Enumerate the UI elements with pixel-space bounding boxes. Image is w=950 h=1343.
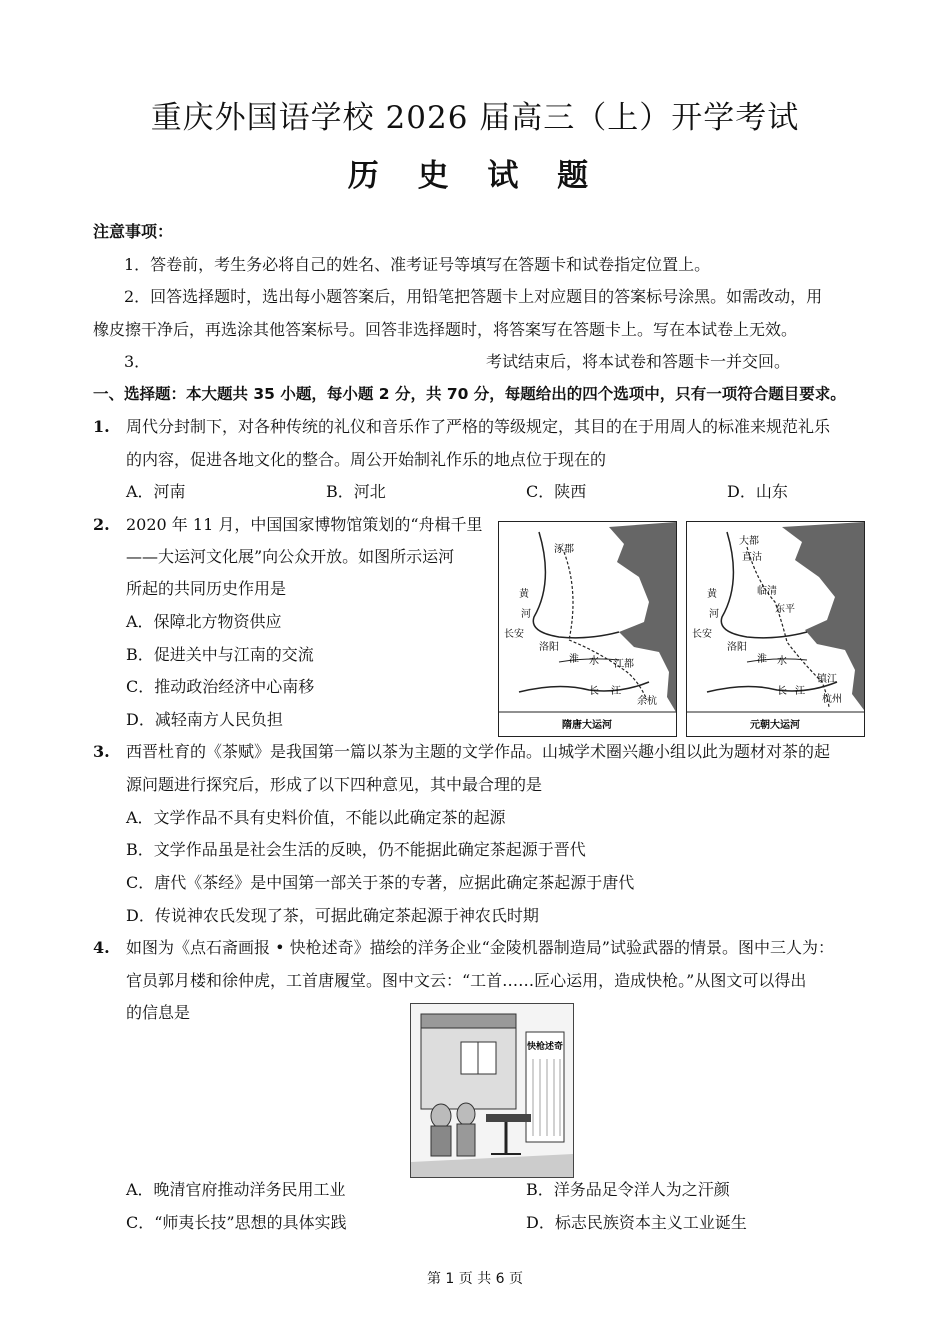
notice-item-3: 考试结束后，将本试卷和答题卡一并交回。 (486, 352, 791, 371)
label-changan: 长安 (504, 629, 524, 640)
q4-number: 4. (93, 938, 110, 957)
notice-item-1: 1．答卷前，考生务必将自己的姓名、准考证号等填写在答题卡和试卷指定位置上。 (124, 255, 711, 274)
label-zhenjiang: 镇江 (817, 674, 837, 685)
label-luoyang: 洛阳 (727, 642, 747, 653)
label-huai: 淮 (757, 654, 767, 665)
yellow-river-line (533, 532, 619, 638)
label-hangzhou: 杭州 (822, 694, 842, 705)
q2-number: 2. (93, 515, 110, 534)
gun-barrel (486, 1114, 531, 1122)
q2-option-a: A．保障北方物资供应 (126, 612, 282, 631)
label-dongping: 东平 (775, 604, 795, 615)
label-he: 河 (709, 609, 719, 620)
q3-option-d: D．传说神农氏发现了茶，可据此确定茶起源于神农氏时期 (126, 906, 539, 925)
building-roof (421, 1014, 516, 1028)
q1-number: 1. (93, 417, 110, 436)
q4-stem-2: 官员郭月楼和徐仲虎，工首唐履堂。图中文云：“工首……匠心运用，造成快枪。”从图文可以得出 (126, 971, 807, 990)
q4-stem-1: 如图为《点石斋画报 • 快枪述奇》描绘的洋务企业“金陵机器制造局”试验武器的情景。图中三人为： (126, 938, 834, 957)
q4-stem-3: 的信息是 (126, 1003, 191, 1022)
exam-title: 重庆外国语学校 2026 届高三（上）开学考试 (150, 100, 800, 136)
label-chang: 长 (589, 686, 599, 697)
q2-option-c: C．推动政治经济中心南移 (126, 677, 315, 696)
yellow-river-line (721, 532, 807, 638)
q2-option-d: D．减轻南方人民负担 (126, 710, 283, 729)
q3-option-a: A．文学作品不具有史料价值，不能以此确定茶的起源 (126, 808, 506, 827)
q4-option-b: B．洋务品足令洋人为之汗颜 (526, 1180, 730, 1199)
label-shui: 水 (589, 656, 599, 667)
sea-area (609, 522, 676, 712)
notice-item-2-cont: 橡皮擦干净后，再选涂其他答案标号。回答非选择题时，将答案写在答题卡上。写在本试卷上无效。 (93, 320, 798, 339)
label-zhuojun: 涿郡 (554, 544, 574, 555)
picture-caption: 快枪述奇 (526, 1042, 564, 1052)
map-sui-tang-drawing (499, 522, 676, 736)
label-huang: 黄 (519, 589, 529, 600)
q2-stem-1: 2020 年 11 月，中国国家博物馆策划的“舟楫千里 (126, 515, 483, 534)
page-number: 第 1 页 共 6 页 (426, 1271, 524, 1287)
ground (411, 1154, 573, 1177)
label-jiang: 江 (611, 686, 621, 697)
map-caption: 隋唐大运河 (562, 720, 612, 731)
map-yuan-drawing (687, 522, 864, 736)
yangtze-river-line (519, 682, 649, 692)
label-he: 河 (521, 609, 531, 620)
q3-stem-2: 源问题进行探究后，形成了以下四种意见，其中最合理的是 (126, 775, 543, 794)
q1-option-d: D．山东 (727, 482, 788, 501)
label-huang: 黄 (707, 589, 717, 600)
map-sui-tang-canal (498, 521, 677, 737)
figure-2 (457, 1103, 475, 1125)
label-shui: 水 (777, 656, 787, 667)
q1-option-a: A．河南 (126, 482, 186, 501)
q1-option-b: B．河北 (326, 482, 386, 501)
q4-option-d: D．标志民族资本主义工业诞生 (526, 1213, 747, 1232)
q3-option-b: B．文学作品虽是社会生活的反映，仍不能据此确定茶起源于晋代 (126, 840, 586, 859)
label-luoyang: 洛阳 (539, 642, 559, 653)
figure-1 (431, 1104, 451, 1128)
q2-stem-2: ——大运河文化展”向公众开放。如图所示运河 (126, 547, 455, 566)
label-dadu: 大都 (739, 536, 759, 547)
subject-title: 历 史 试 题 (347, 158, 603, 194)
notice-item-3-num: 3． (124, 352, 151, 371)
label-zhigu: 直沽 (742, 552, 762, 563)
map-caption: 元朝大运河 (750, 720, 800, 731)
q3-number: 3. (93, 742, 110, 761)
label-yuhang: 余杭 (637, 696, 657, 707)
label-chang: 长 (777, 686, 787, 697)
label-huai: 淮 (569, 654, 579, 665)
q3-option-c: C．唐代《茶经》是中国第一部关于茶的专著，应据此确定茶起源于唐代 (126, 873, 635, 892)
q4-illustration (410, 1003, 574, 1178)
q1-option-c: C．陕西 (526, 482, 587, 501)
notice-heading: 注意事项： (93, 222, 174, 241)
q4-option-c: C．“师夷长技”思想的具体实践 (126, 1213, 347, 1232)
q3-stem-1: 西晋杜育的《茶赋》是我国第一篇以茶为主题的文学作品。山城学术圈兴趣小组以此为题材对茶的起 (126, 742, 831, 761)
map-yuan-canal (686, 521, 865, 737)
figure-1-body (431, 1126, 451, 1156)
section-heading: 一、选择题：本大题共 35 小题，每小题 2 分，共 70 分，每题给出的四个选项中，只有一项符合题目要求。 (93, 385, 846, 403)
q4-option-a: A．晚清官府推动洋务民用工业 (126, 1180, 346, 1199)
label-linqing: 临清 (757, 586, 777, 597)
figure-2-body (457, 1124, 475, 1156)
q2-option-b: B．促进关中与江南的交流 (126, 645, 314, 664)
q1-stem-1: 周代分封制下，对各种传统的礼仪和音乐作了严格的等级规定，其目的在于用周人的标准来规范礼乐 (126, 417, 831, 436)
label-jiangdu: 江都 (614, 659, 634, 670)
q2-stem-3: 所起的共同历史作用是 (126, 579, 287, 598)
label-jiang: 江 (795, 686, 805, 697)
label-changan: 长安 (692, 629, 712, 640)
q1-stem-2: 的内容，促进各地文化的整合。周公开始制礼作乐的地点位于现在的 (126, 450, 607, 469)
illustration-drawing (411, 1004, 573, 1177)
notice-item-2: 2．回答选择题时，选出每小题答案后，用铅笔把答题卡上对应题目的答案标号涂黑。如需改动，用 (124, 287, 823, 306)
